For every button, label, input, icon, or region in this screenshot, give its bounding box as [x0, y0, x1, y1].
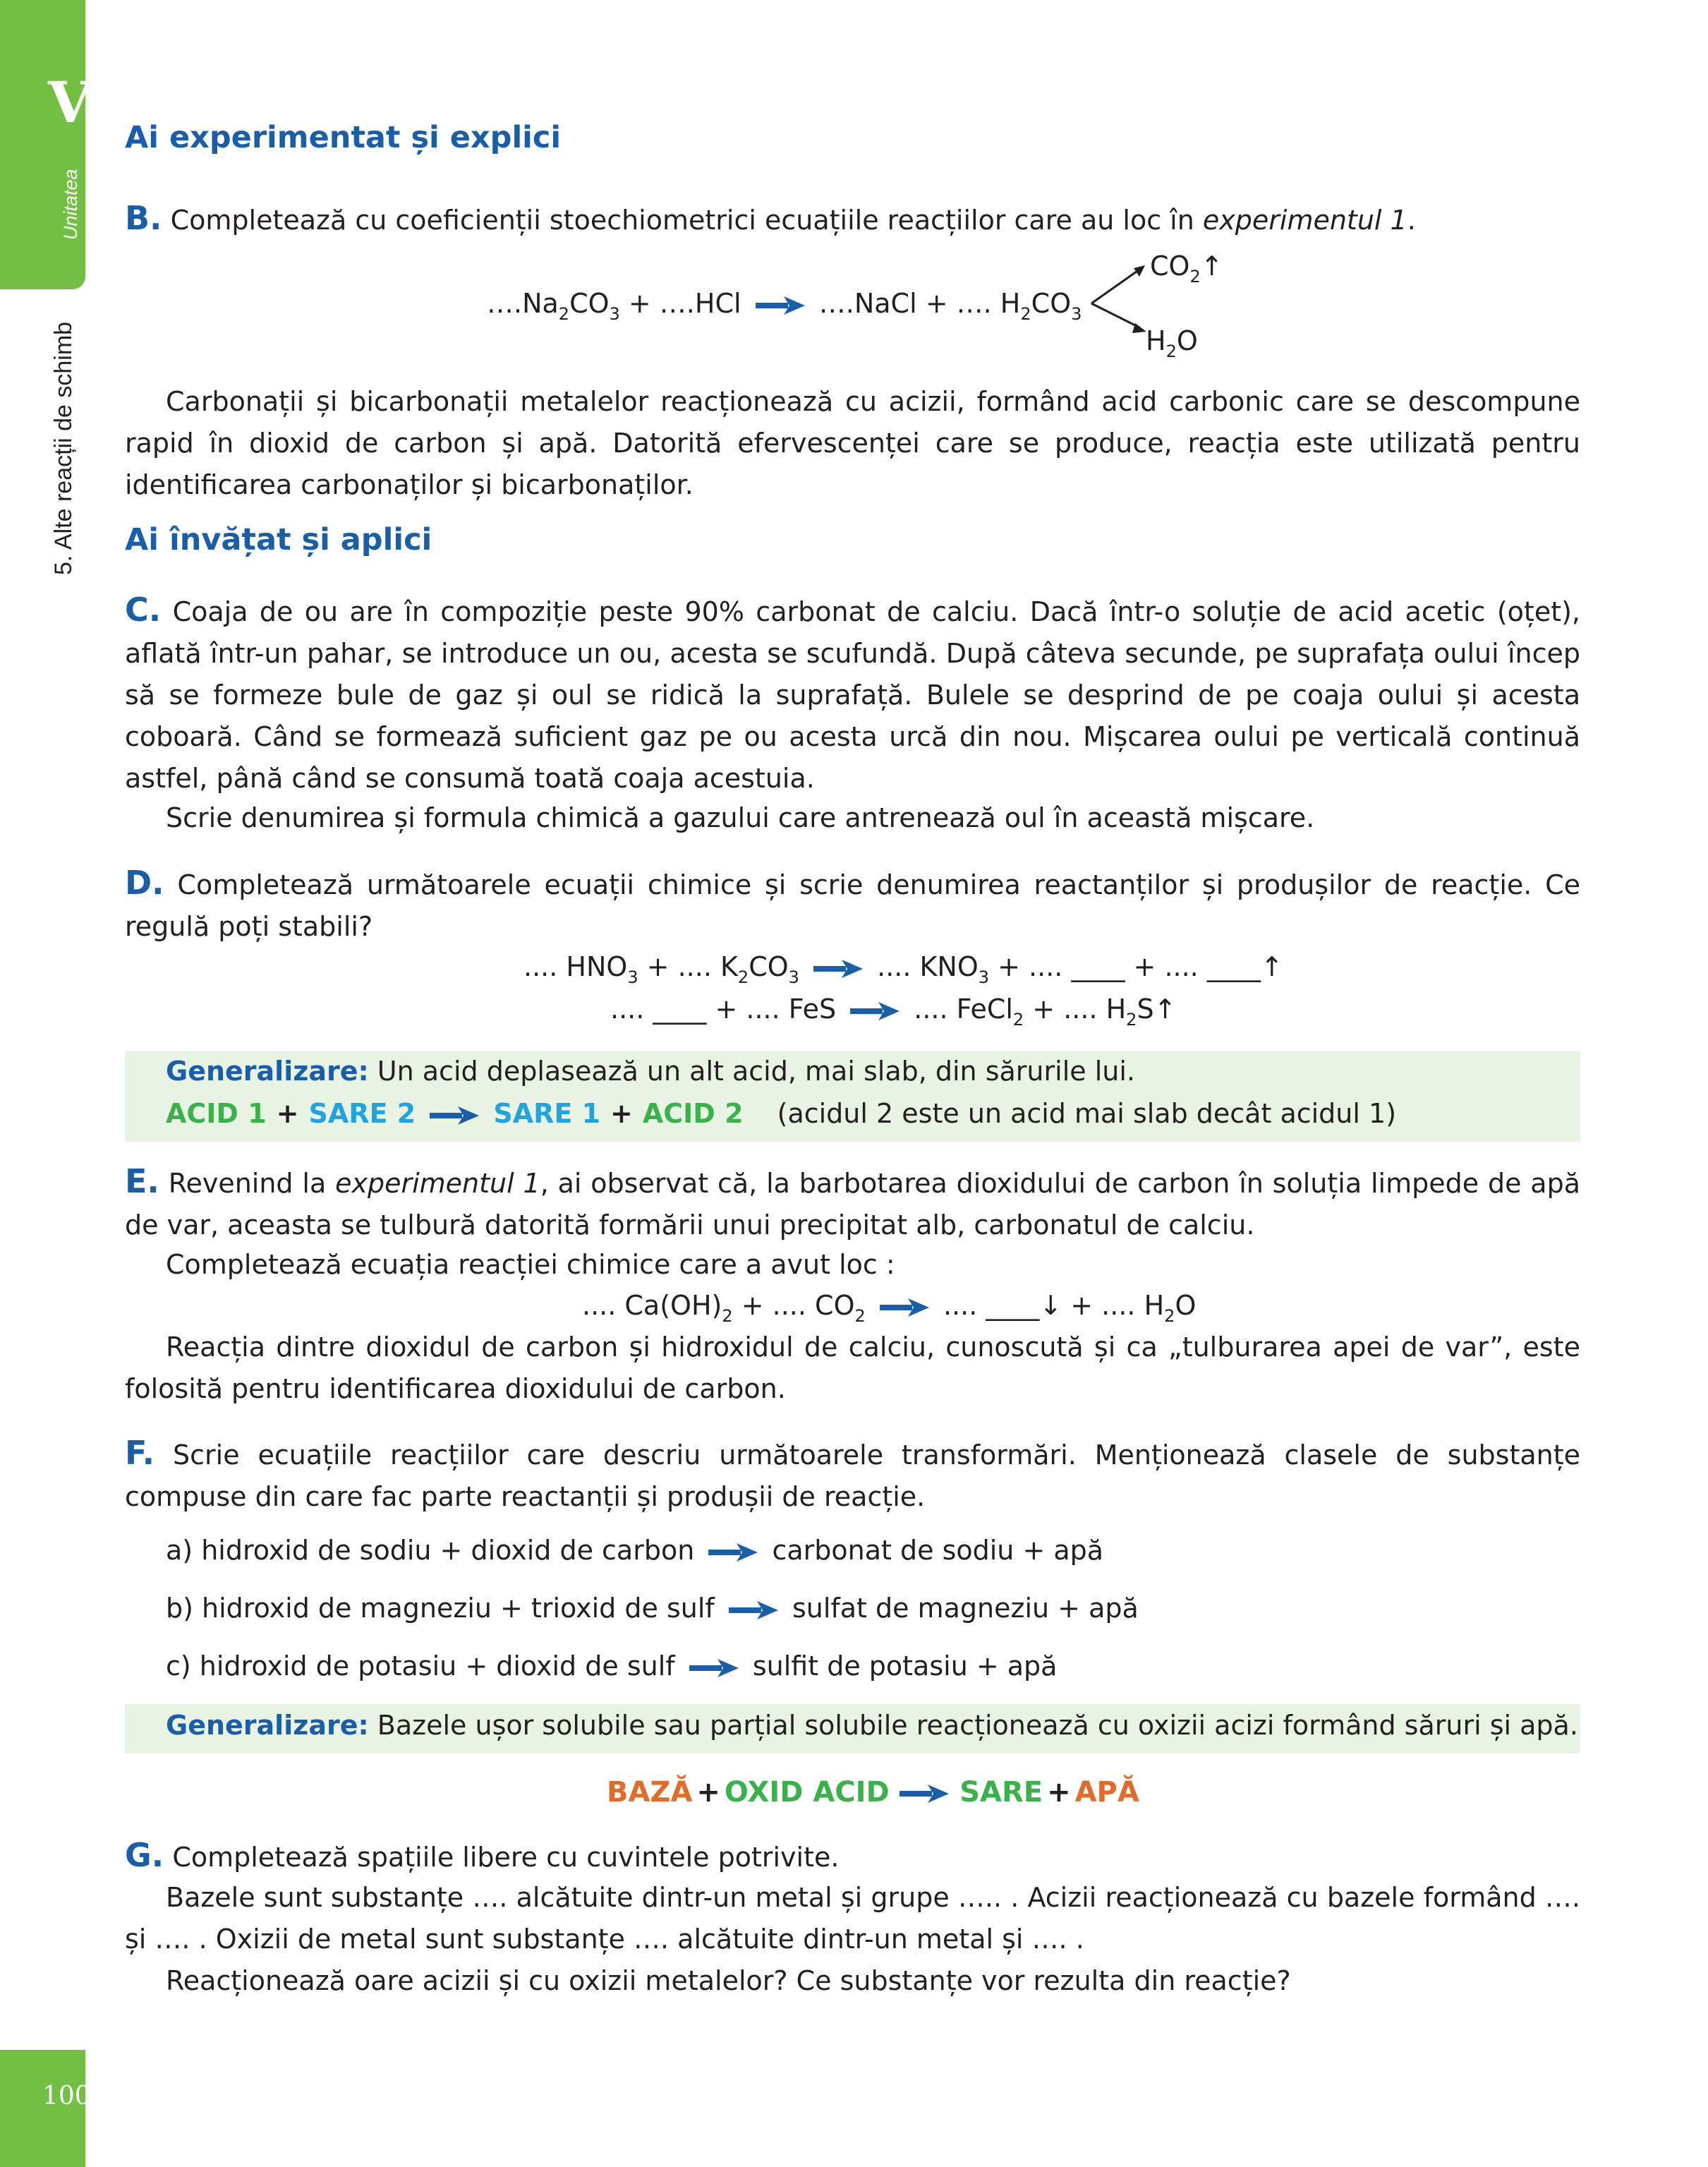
eq-e-term: .... Ca(OH): [582, 1290, 722, 1321]
scheme-plus: +: [610, 1098, 633, 1129]
scheme-acid2: ACID 2: [642, 1098, 744, 1129]
paragraph-limewater: Reacția dintre dioxidul de carbon și hidroxidul de calciu, cunoscută și ca „tulburarea apei de var”, este folosită pentru identificarea dioxidului de carbon.: [125, 1332, 1580, 1404]
reaction-arrow-icon: [708, 1543, 758, 1562]
eq-d2-term: .... FeCl: [914, 994, 1013, 1025]
list-item: [166, 1535, 1103, 1566]
exercise-e-letter: E.: [125, 1162, 159, 1200]
eq-b-branch-top: [1150, 248, 1223, 284]
paragraph-carbonates: Carbonații și bicarbonații metalelor reacționează cu acizii, formând acid carbonic care se descompune rapid în dioxid de carbon și apă. Datorită efervescenței care se produce, reacția este utilizată pentru identificarea carbonaților și bicarbonaților.: [125, 386, 1580, 500]
exercise-f-letter: F.: [125, 1434, 155, 1472]
item-products: carbonat de sodiu + apă: [772, 1535, 1104, 1566]
eq-b-term: + ….HCl: [619, 288, 741, 319]
eq-d2-term: S↑: [1137, 994, 1177, 1025]
eq-b-sub: 2: [1020, 304, 1031, 324]
exercise-g-letter: G.: [125, 1836, 164, 1874]
reaction-arrow-icon: [729, 1601, 778, 1619]
eq-b-sub: 2: [1189, 267, 1201, 286]
eq-b-term: O: [1176, 325, 1198, 356]
eq-b-sub: 3: [1071, 304, 1082, 324]
eq-b-term: ….NaCl + …. H: [818, 288, 1021, 319]
scheme-plus: +: [276, 1098, 299, 1129]
reaction-arrow-icon: [900, 1785, 949, 1803]
item-reactants: a) hidroxid de sodiu + dioxid de carbon: [166, 1535, 695, 1566]
section-heading-experiment: Ai experimentat și explici: [125, 120, 562, 155]
reaction-arrow-icon: [813, 960, 863, 978]
generalization-sentence: Bazele ușor solubile sau parțial solubile reacționează cu oxizii acizi formând săruri și apă.: [368, 1710, 1578, 1741]
eq-d1-term: CO: [749, 951, 789, 982]
chapter-label: 5. Alte reacții de schimb: [50, 321, 77, 575]
exercise-d-text: Completează următoarele ecuații chimice și scrie denumirea reactanților și produșilor de reacție. Ce regulă poți stabili?: [125, 869, 1580, 942]
generalization-bases-text: [166, 1710, 1578, 1741]
reaction-arrow-icon: [689, 1659, 739, 1677]
eq-e-sub: 2: [1164, 1306, 1175, 1326]
generalization-acids-scheme: [166, 1098, 1396, 1129]
generalization-acids-text: [166, 1056, 1135, 1087]
exercise-c-text: Coaja de ou are în compoziție peste 90% carbonat de calciu. Dacă într-o soluție de acid acetic (oțet), aflată într-un pahar, se introduce un ou, acesta se scufundă. După câteva secunde, pe suprafața oului încep să se formeze bule de gaz și oul se ridică la suprafață. Bulele se desprind de pe coaja oului și acesta coboară. Când se formează suficient gaz pe ou acesta urcă din nou. Mișcarea oului pe verticală continuă astfel, până când se consumă toată coaja acestuia.: [125, 596, 1580, 794]
exercise-f-text: Scrie ecuațiile reacțiilor care descriu următoarele transformări. Menționează clasele de substanțe compuse din care fac parte reactanții și produșii de reacție.: [125, 1439, 1580, 1512]
equation-d2: [610, 991, 1177, 1030]
scheme-baza: BAZĂ: [607, 1776, 693, 1809]
exercise-b-end: .: [1407, 205, 1416, 236]
exercise-f: [125, 1432, 1580, 1518]
item-reactants: c) hidroxid de potasiu + dioxid de sulf: [166, 1650, 675, 1682]
section-heading-learned: Ai învățat și aplici: [125, 522, 432, 557]
item-products: sulfat de magneziu + apă: [792, 1593, 1139, 1624]
exercise-d: [125, 862, 1580, 948]
reaction-arrow-icon: [880, 1298, 929, 1317]
page-number: 100: [42, 2082, 91, 2111]
eq-d1-sub: 3: [978, 967, 990, 987]
reaction-arrow-icon: [756, 296, 805, 315]
eq-d1-sub: 3: [627, 967, 638, 987]
eq-b-term: CO: [569, 288, 610, 319]
scheme-plus: +: [1047, 1776, 1071, 1809]
exercise-c: [125, 589, 1580, 799]
scheme-sare1: SARE 1: [493, 1098, 601, 1129]
unit-tab: [0, 0, 85, 289]
exercise-b-text: Completează cu coeficienții stoechiometrici ecuațiile reacțiilor care au loc în: [162, 205, 1203, 236]
generalization-sentence: Un acid deplasează un alt acid, mai slab, din sărurile lui.: [368, 1056, 1135, 1087]
eq-e-sub: 2: [854, 1306, 866, 1326]
eq-e-term: O: [1175, 1290, 1197, 1321]
reaction-arrow-icon: [850, 1002, 900, 1020]
branch-arrows-icon: [1090, 260, 1153, 337]
eq-d1-term: + .... K: [638, 951, 738, 982]
eq-d1-term: .... KNO: [877, 951, 979, 982]
exercise-d-letter: D.: [125, 864, 164, 902]
scheme-sare: SARE: [959, 1776, 1043, 1809]
generalization-label: Generalizare:: [166, 1056, 369, 1087]
eq-d2-sub: 2: [1126, 1010, 1137, 1030]
exercise-e-em: experimentul 1: [335, 1168, 540, 1199]
equation-b: [487, 286, 1082, 324]
eq-d1-sub: 3: [788, 967, 799, 987]
item-products: sulfit de potasiu + apă: [752, 1650, 1058, 1682]
exercise-g-question: Reacționează oare acizii și cu oxizii metalelor? Ce substanțe vor rezulta din reacție?: [166, 1965, 1291, 1996]
list-item: [166, 1650, 1057, 1682]
item-reactants: b) hidroxid de magneziu + trioxid de sulf: [166, 1593, 715, 1624]
exercise-g-paragraph: Bazele sunt substanțe …. alcătuite dintr-un metal și grupe ….. . Acizii reacționează cu bazele formând …. și …. . Oxizii de metal sunt substanțe …. alcătuite dintr-un metal și …. .: [125, 1882, 1580, 1955]
eq-e-term: .... ____↓ + .... H: [943, 1290, 1165, 1321]
generalization-label: Generalizare:: [166, 1710, 369, 1741]
eq-b-term: H: [1146, 325, 1166, 356]
equation-e: [582, 1288, 1197, 1326]
exercise-b: [125, 198, 1580, 241]
scheme-bases: [607, 1775, 1139, 1810]
eq-d1-sub: 2: [737, 967, 749, 987]
scheme-note: (acidul 2 este un acid mai slab decât acidul 1): [777, 1098, 1397, 1129]
eq-d2-sub: 2: [1012, 1010, 1024, 1030]
exercise-e: [125, 1161, 1580, 1246]
eq-e-term: + .... CO: [732, 1290, 855, 1321]
eq-b-sub: 3: [609, 304, 620, 324]
exercise-e-instruction: Completează ecuația reacției chimice care a avut loc :: [166, 1249, 895, 1280]
eq-d1-term: + .... ____ + .... ____↑: [989, 951, 1283, 982]
reaction-arrow-icon: [430, 1106, 479, 1125]
eq-b-sub: 2: [558, 304, 570, 324]
eq-b-term: ….Na: [487, 288, 559, 319]
unit-label: Unitatea: [60, 169, 81, 240]
exercise-b-letter: B.: [125, 199, 162, 237]
eq-d2-term: .... ____ + .... FeS: [610, 994, 837, 1025]
eq-e-sub: 2: [722, 1306, 733, 1326]
eq-b-branch-bottom: [1146, 323, 1198, 361]
exercise-c-question: Scrie denumirea și formula chimică a gazului care antrenează oul în această mișcare.: [166, 802, 1315, 833]
scheme-apa: APĂ: [1074, 1776, 1139, 1809]
exercise-e-text: , ai observat că, la barbotarea dioxidului de carbon în soluția limpede de apă de var, aceasta se tulbură datorită formării unui precipitat alb, carbonatul de calciu.: [125, 1168, 1580, 1241]
exercise-e-text: Revenind la: [159, 1168, 336, 1199]
gas-arrow-icon: ↑: [1200, 250, 1223, 282]
eq-b-sub: 2: [1165, 342, 1177, 361]
exercise-g-text: Completează spațiile libere cu cuvintele potrivite.: [164, 1842, 840, 1873]
scheme-sare2: SARE 2: [308, 1098, 416, 1129]
scheme-plus: +: [696, 1776, 720, 1809]
equation-d1: [523, 949, 1283, 987]
list-item: [166, 1593, 1139, 1624]
unit-number: VI: [48, 69, 121, 135]
eq-b-term: CO: [1150, 250, 1190, 282]
exercise-b-em: experimentul 1: [1202, 205, 1407, 236]
eq-d2-term: + .... H: [1024, 994, 1127, 1025]
scheme-oxid-acid: OXID ACID: [724, 1776, 890, 1809]
exercise-g: [125, 1835, 1580, 1878]
eq-b-term: CO: [1031, 288, 1072, 319]
eq-d1-term: .... HNO: [523, 951, 628, 982]
exercise-c-letter: C.: [125, 591, 162, 629]
scheme-acid1: ACID 1: [166, 1098, 267, 1129]
